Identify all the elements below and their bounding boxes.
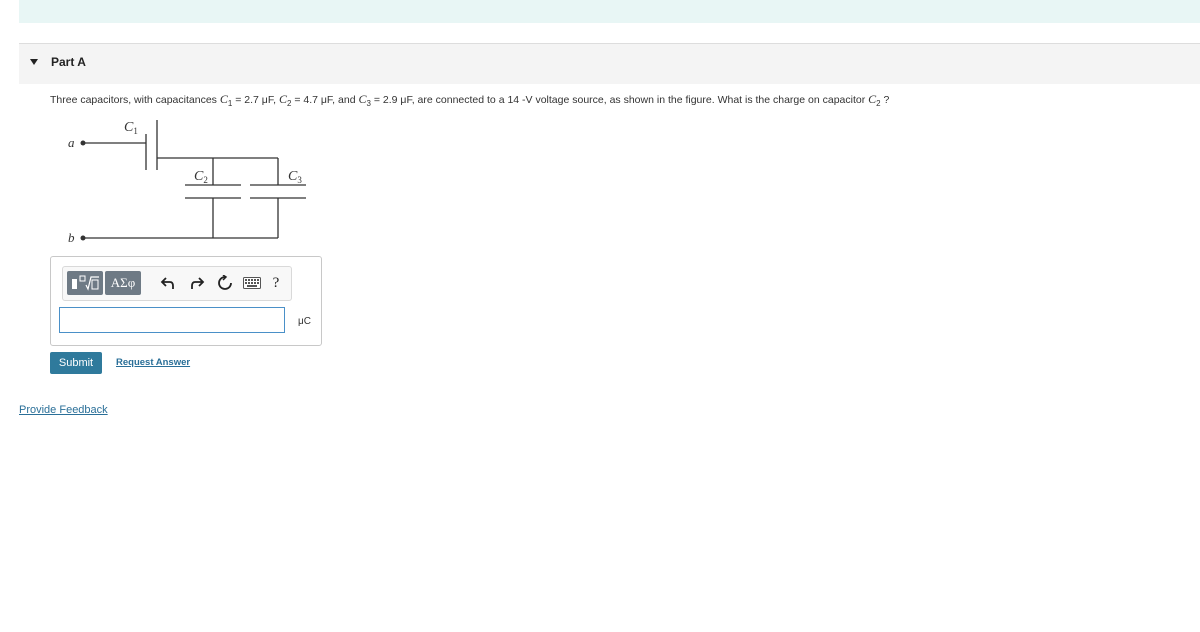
greek-symbols-icon[interactable]: ΑΣφ	[105, 271, 141, 295]
part-title: Part A	[51, 55, 86, 69]
undo-icon[interactable]	[157, 271, 179, 295]
circuit-diagram	[60, 112, 320, 247]
units-label: μC	[298, 316, 311, 327]
templates-icon[interactable]	[67, 271, 103, 295]
circuit-figure	[60, 112, 320, 247]
c3-label: $C_3$	[288, 169, 302, 185]
terminal-a-label: a	[68, 135, 75, 150]
keyboard-icon[interactable]	[241, 271, 263, 295]
provide-feedback-link[interactable]: Provide Feedback	[19, 404, 108, 416]
terminal-a-dot	[81, 141, 86, 146]
c2-label: $C_2$	[194, 169, 208, 185]
redo-icon[interactable]	[186, 271, 208, 295]
collapse-caret-icon[interactable]	[30, 59, 38, 65]
top-banner	[19, 0, 1200, 23]
submit-button[interactable]: Submit	[50, 352, 102, 374]
c1-label: $C_1$	[124, 120, 138, 136]
part-header[interactable]	[19, 43, 1200, 84]
question-text: Three capacitors, with capacitances $C_1 = 2.7$ μF, $C_2 = 4.7$ μF, and $C_3 = 2.9$ μF, are connected to a 14 -V voltage source, as shown in the figure. What is the charge on capacitor $C_2$ ?	[50, 92, 890, 109]
reset-icon[interactable]	[214, 271, 236, 295]
math-toolbar	[62, 266, 292, 301]
answer-panel	[50, 256, 322, 346]
request-answer-link[interactable]: Request Answer	[116, 357, 191, 368]
help-icon[interactable]: ?	[272, 274, 280, 291]
answer-input[interactable]	[59, 307, 285, 333]
terminal-b-label: b	[68, 230, 75, 245]
terminal-b-dot	[81, 236, 86, 241]
